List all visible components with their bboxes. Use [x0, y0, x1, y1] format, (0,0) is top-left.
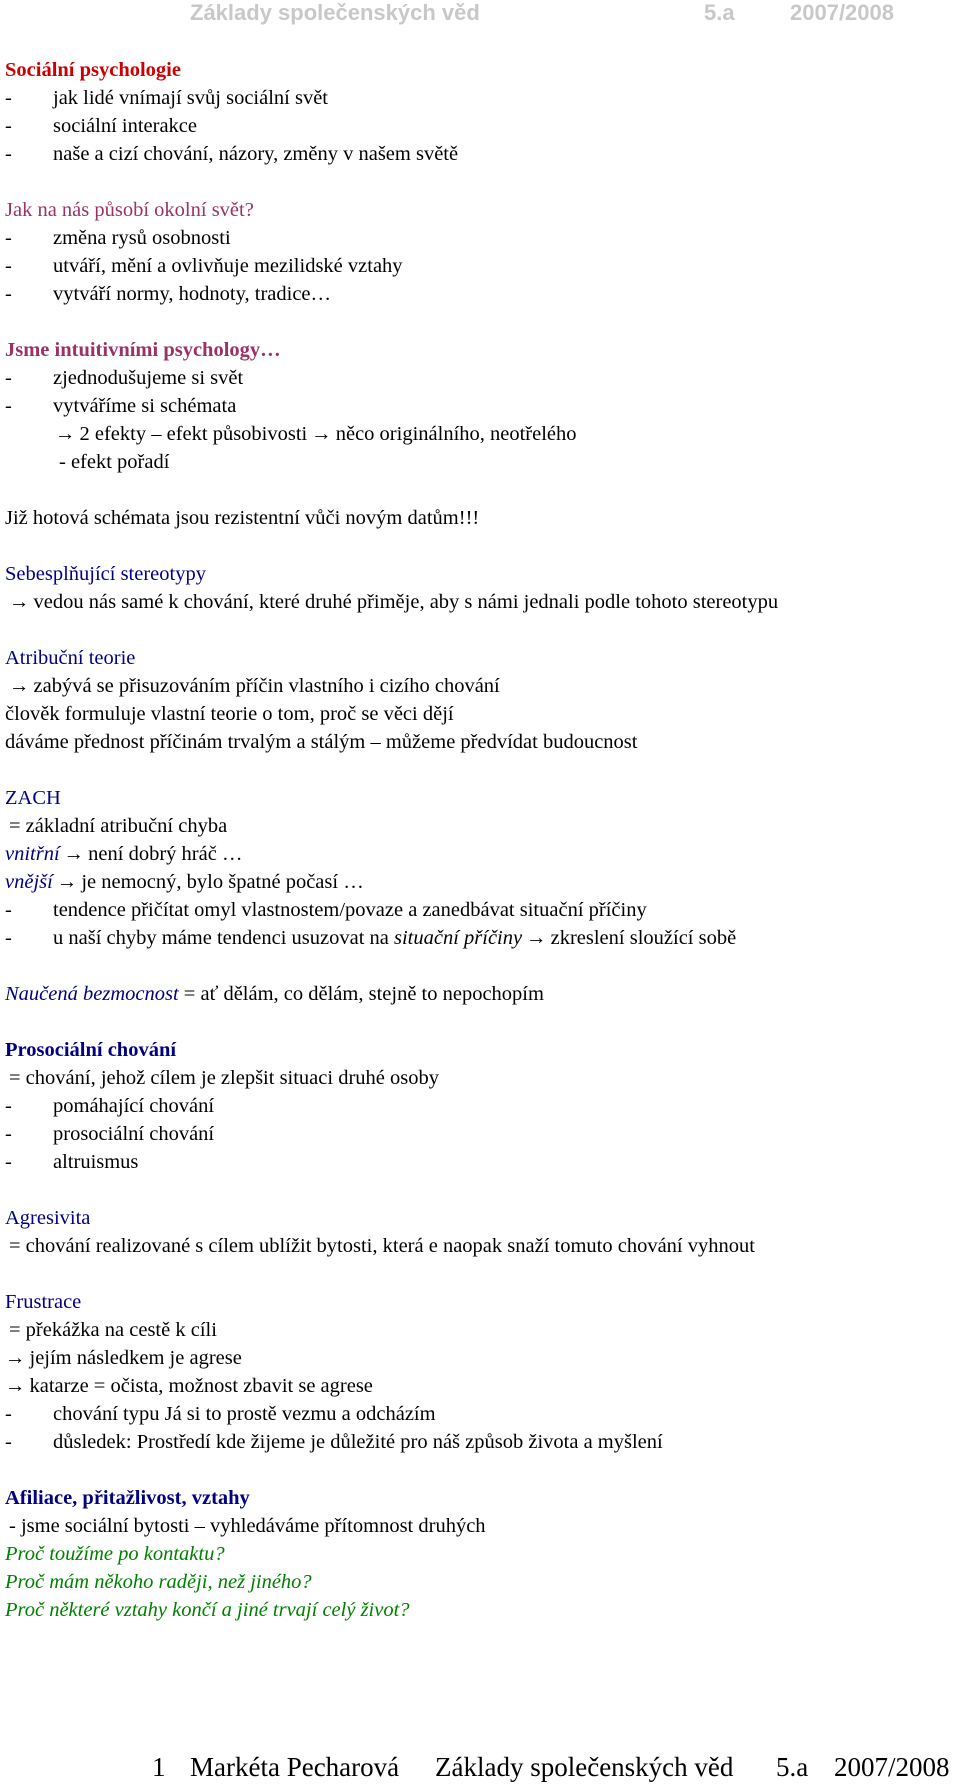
section-title: Jak na nás působí okolní svět? [5, 199, 254, 221]
list-item: - pomáhající chování [5, 1095, 215, 1117]
question: Proč toužíme po kontaktu? [5, 1543, 225, 1565]
list-item: - utváří, mění a ovlivňuje mezilidské vztahy [5, 255, 403, 277]
section-title: Sociální psychologie [5, 59, 181, 81]
list-item: - zjednodušujeme si svět [5, 367, 244, 389]
document-body [5, 56, 950, 1624]
section-title: Sebesplňující stereotypy [5, 563, 206, 585]
list-item: - altruismus [5, 1151, 139, 1173]
text-line: - jsme sociální bytosti – vyhledáváme přítomnost druhých [9, 1515, 486, 1537]
arrow-icon: → [55, 423, 76, 445]
question: Proč některé vztahy končí a jiné trvají celý život? [5, 1599, 410, 1621]
section-title: Jsme intuitivními psychology… [5, 339, 281, 361]
arrow-icon: → [9, 591, 30, 613]
arrow-icon: → [311, 423, 332, 445]
header-subject: Základy společenských věd [190, 0, 480, 25]
section-title: ZACH [5, 787, 61, 809]
section-title: Prosociální chování [5, 1039, 177, 1061]
footer-class: 5.a [776, 1752, 809, 1782]
arrow-line: → jejím následkem je agrese [5, 1344, 950, 1372]
learned-helplessness: Naučená bezmocnost = ať dělám, co dělám, stejně to nepochopím [5, 983, 544, 1005]
list-item: - vytváří normy, hodnoty, tradice… [5, 283, 332, 305]
arrow-icon: → [5, 1347, 26, 1369]
note: Již hotová schémata jsou rezistentní vůči novým datům!!! [5, 507, 480, 529]
text-line: dáváme přednost příčinám trvalým a stálým – můžeme předvídat budoucnost [5, 731, 638, 753]
list-item: - změna rysů osobnosti [5, 227, 231, 249]
list-item: - naše a cizí chování, názory, změny v našem světě [5, 143, 459, 165]
definition: = chování realizované s cílem ublížit bytosti, která e naopak snaží tomuto chování vyhnout [9, 1235, 755, 1257]
section-title: Agresivita [5, 1207, 91, 1229]
arrow-icon: → [526, 927, 547, 949]
arrow-line: → 2 efekty – efekt působivosti → něco originálního, neotřelého [5, 420, 950, 448]
text-line: člověk formuluje vlastní teorie o tom, proč se věci dějí [5, 703, 454, 725]
outer-line: vnější → je nemocný, bylo špatné počasí … [5, 868, 950, 896]
page-header [0, 0, 920, 30]
arrow-icon: → [9, 675, 30, 697]
arrow-line: → vedou nás samé k chování, které druhé přiměje, aby s námi jednali podle tohoto stereotypu [5, 588, 950, 616]
section-title: Afiliace, přitažlivost, vztahy [5, 1487, 250, 1509]
list-item: - jak lidé vnímají svůj sociální svět [5, 87, 328, 109]
inner-line: vnitřní → není dobrý hráč … [5, 840, 950, 868]
section-title: Frustrace [5, 1291, 82, 1313]
list-item: - prosociální chování [5, 1123, 215, 1145]
list-item: - tendence přičítat omyl vlastnostem/povaze a zanedbávat situační příčiny [5, 899, 647, 921]
list-item: - důsledek: Prostředí kde žijeme je důležité pro náš způsob života a myšlení [5, 1431, 663, 1453]
question: Proč mám někoho raději, než jiného? [5, 1571, 312, 1593]
list-item: - u naší chyby máme tendenci usuzovat na situační příčiny → zkreslení sloužící sobě [5, 924, 950, 952]
definition: = překážka na cestě k cíli [9, 1319, 217, 1341]
footer-subject: Základy společenských věd [435, 1752, 734, 1782]
list-item: - vytváříme si schémata [5, 395, 237, 417]
footer-page-number: 1 [152, 1752, 166, 1782]
page-footer [0, 1752, 960, 1788]
arrow-icon: → [63, 843, 85, 865]
footer-author: Markéta Pecharová [190, 1752, 400, 1782]
list-item: - sociální interakce [5, 115, 198, 137]
definition: = chování, jehož cílem je zlepšit situaci druhé osoby [9, 1067, 439, 1089]
arrow-line: → katarze = očista, možnost zbavit se agrese [5, 1372, 950, 1400]
section-title: Atribuční teorie [5, 647, 136, 669]
header-class: 5.a [704, 0, 735, 25]
arrow-icon: → [5, 1375, 26, 1397]
footer-year: 2007/2008 [834, 1752, 950, 1782]
header-year: 2007/2008 [790, 0, 894, 25]
sub-line: - efekt pořadí [59, 451, 170, 473]
list-item: - chování typu Já si to prostě vezmu a odcházím [5, 1403, 436, 1425]
definition: = základní atribuční chyba [9, 815, 228, 837]
arrow-icon: → [56, 871, 78, 893]
arrow-line: → zabývá se přisuzováním příčin vlastního i cizího chování [5, 672, 950, 700]
